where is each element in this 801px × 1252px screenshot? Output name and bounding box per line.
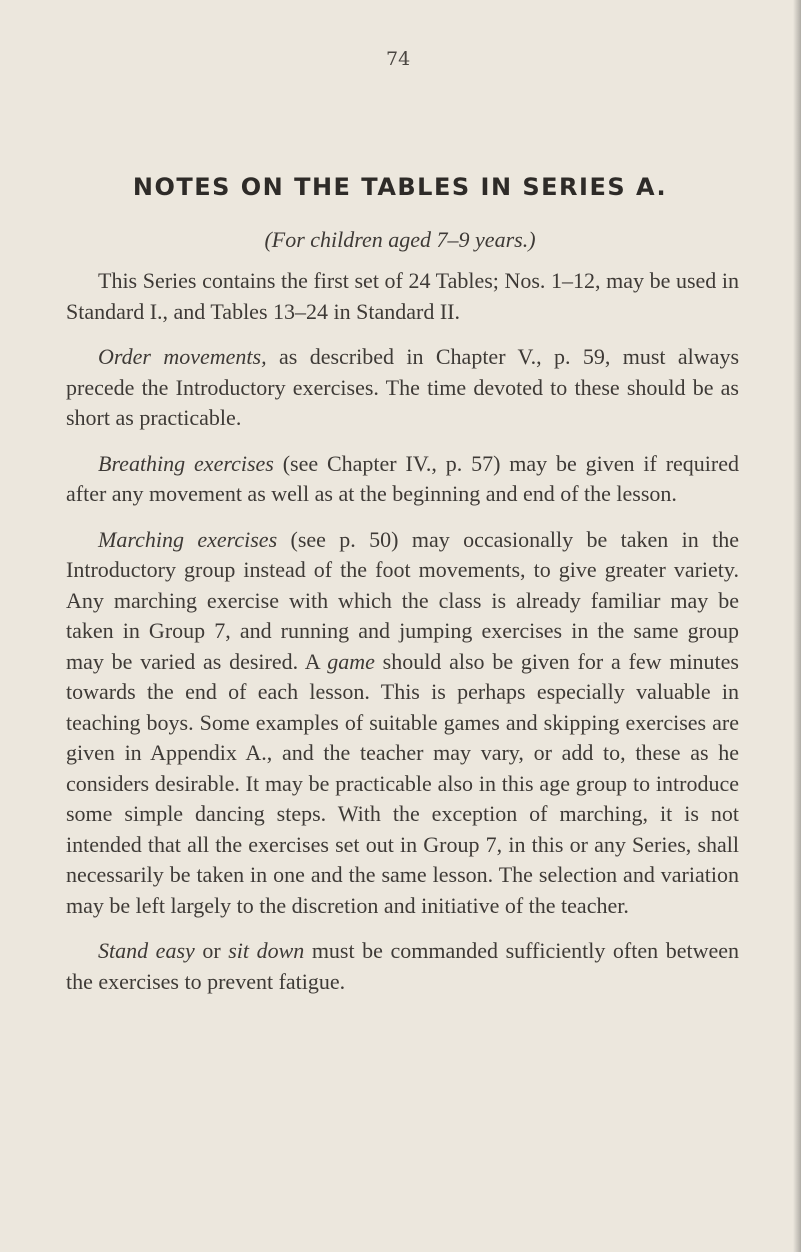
subtitle: (For children aged 7–9 years.) [264,227,536,252]
paragraph-text: must be commanded sufficiently often between the exercises to prevent fatigue. [66,938,739,994]
page-edge-shadow [793,0,801,1252]
term-marching-exercises: Marching exercises [98,526,278,552]
paragraph-marching-exercises [66,525,739,922]
paragraph-stand-easy [66,936,739,997]
paragraph-text: should also be given for a few minutes towards the end of each lesson. This is perhaps especially valuable in teaching boys. Some examples of suitable games and skipping exercises are given in Appendix A., and the teacher may vary, or add to, these as he considers desirable. It may be practicable also in this age group to introduce some simple dancing steps. With the exception of marching, it is not intended that all the exercises set out in Group 7, in this or any Series, shall necessarily be taken in one and the same lesson. The selection and variation may be left largely to the discretion and initiative of the teacher. [66,648,739,918]
term-stand-easy: Stand easy [98,938,195,963]
body-text [66,266,739,1012]
paragraph-text: (see Chapter IV., p. 57) may be given if required after any movement as well as at the beginning and end of the lesson. [66,450,739,506]
paragraph-text: as described in Chapter V., p. 59, must always precede the Introductory exercises. The time devoted to these should be as short as practicable. [66,344,740,430]
paragraph-text: or [194,938,229,963]
paragraph-text: (see p. 50) may occasionally be taken in the Introductory group instead of the foot movements, to give greater variety. Any marching exercise with which the class is already familiar may be taken in Group 7, and running and jumping exercises in the same group may be varied as desired. A [66,526,739,674]
page-title: NOTES ON THE TABLES IN SERIES A. [132,173,668,201]
paragraph-breathing-exercises [66,449,739,510]
paragraph-order-movements [66,342,739,434]
paragraph-text: This Series contains the first set of 24 Tables; Nos. 1–12, may be used in Standard I., and Tables 13–24 in Standard II. [66,268,739,324]
term-breathing-exercises: Breathing exercises [98,450,274,476]
paragraph-series-contents [66,266,739,327]
term-sit-down: sit down [228,938,305,963]
page-number: 74 [386,48,411,70]
term-order-movements: Order movements, [98,344,267,369]
term-game: game [327,648,375,674]
